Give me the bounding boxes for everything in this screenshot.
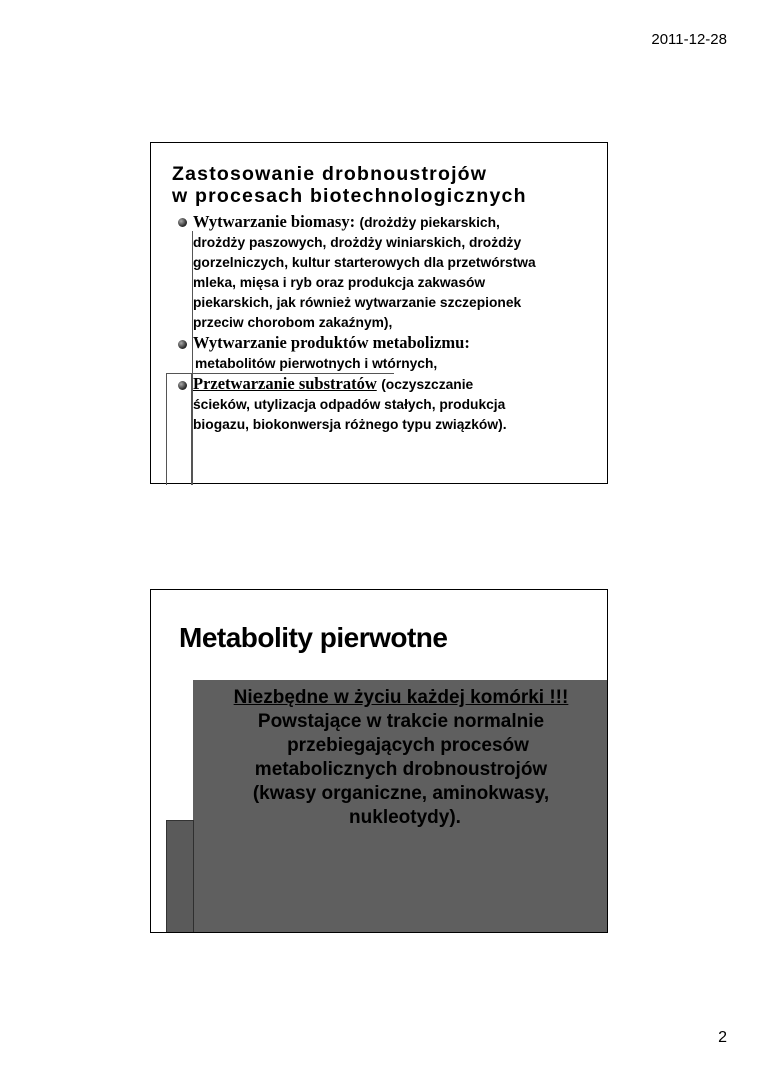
bullet-item: Wytwarzanie produktów metabolizmu: <box>173 333 601 354</box>
slide-2-title: Metabolity pierwotne <box>179 622 448 653</box>
bullet-icon <box>178 381 187 390</box>
decorative-bar <box>166 820 193 933</box>
bullet-item: Wytwarzanie biomasy: (drożdży piekarskich, <box>173 212 601 233</box>
page-date: 2011-12-28 <box>651 31 727 48</box>
bullet-icon <box>178 218 187 227</box>
slide-1-title: Zastosowanie drobnoustrojów w procesach biotechnologicznych <box>172 163 527 207</box>
bullet-text: metabolitów pierwotnych i wtórnych, <box>195 356 438 371</box>
slide-1-bullets <box>173 212 601 435</box>
slide-1 <box>150 142 608 484</box>
slide-2-subtitle: Niezbędne w życiu każdej komórki !!! <box>233 687 569 708</box>
slide-2 <box>150 589 608 933</box>
page-number: 2 <box>718 1029 727 1046</box>
decorative-line <box>193 820 194 933</box>
bullet-item: Przetwarzanie substratów (oczyszczanie <box>173 374 601 395</box>
bullet-text: ścieków, utylizacja odpadów stałych, produkcja biogazu, biokonwersja różnego typu związków). <box>193 397 507 432</box>
slide-2-body: Niezbędne w życiu każdej komórki !!! Powstające w trakcie normalnie przebiegających procesów metabolicznych drobnoustrojów (kwasy organiczne, aminokwasy, nukleotydy). <box>193 686 608 830</box>
bullet-icon <box>178 340 187 349</box>
decorative-line <box>166 820 193 821</box>
bullet-text: drożdży paszowych, drożdży winiarskich, drożdży gorzelniczych, kultur starterowych dla przetwórstwa mleka, mięsa i ryb oraz produkcja zakwasów piekarskich, jak również wytwarzanie szczepionek przeciw chorobom zakaźnym), <box>193 235 536 330</box>
